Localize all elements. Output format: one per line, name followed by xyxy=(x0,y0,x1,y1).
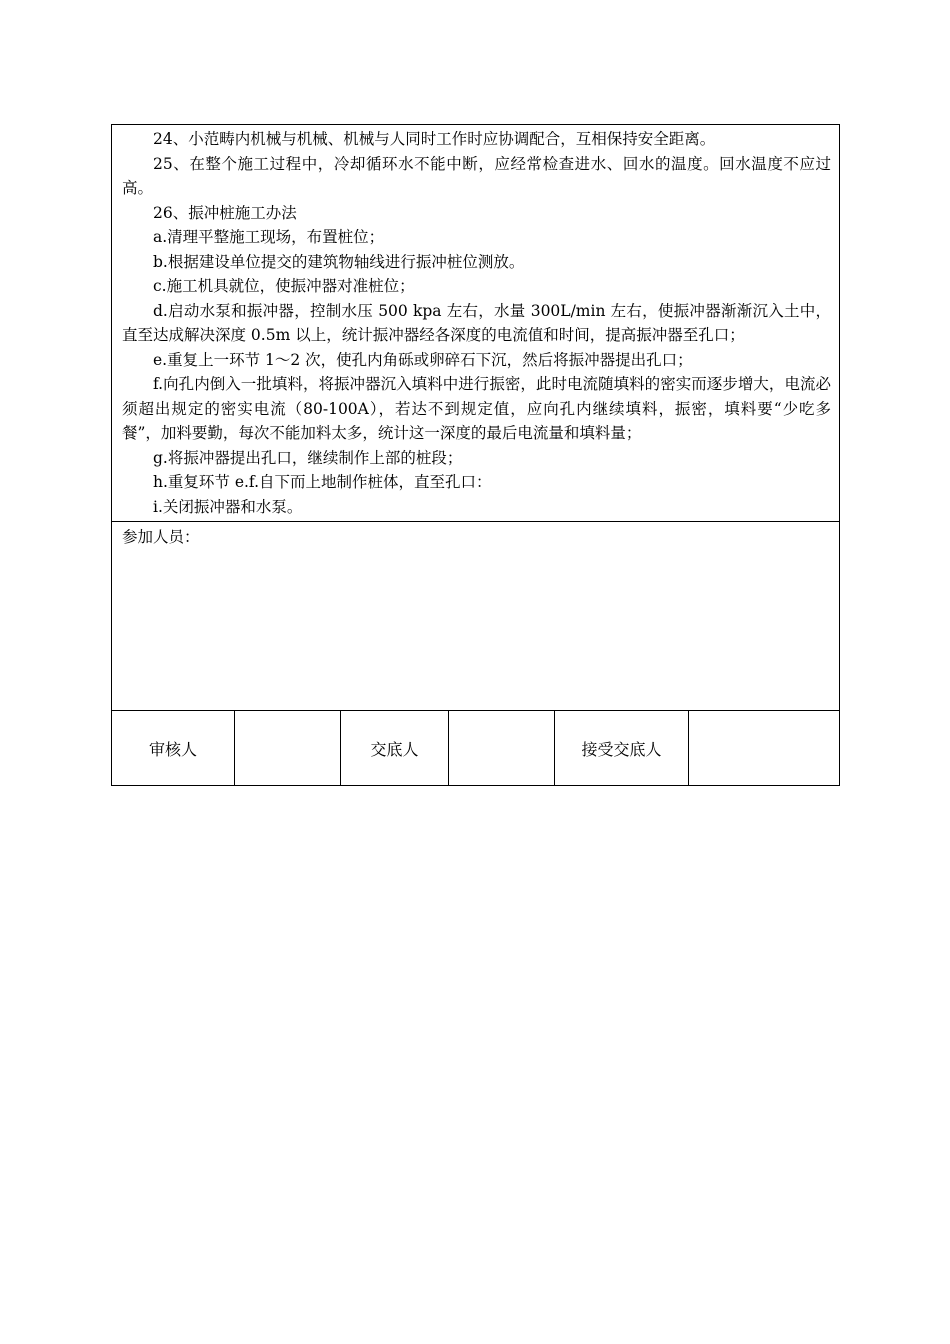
step-i: i.关闭振冲器和水泵。 xyxy=(153,497,303,516)
content-row xyxy=(112,125,840,522)
reviewer-label: 审核人 xyxy=(112,711,235,786)
step-e: e.重复上一环节 1～2 次，使孔内角砾或卵碎石下沉，然后将振冲器提出孔口； xyxy=(153,350,693,369)
paragraph-26: 26、振冲桩施工办法 xyxy=(153,203,297,222)
step-d: d.启动水泵和振冲器，控制水压 500 kpa 左右，水量 300L/min 左右，使振冲器渐渐沉入土中，直至达成解决深度 0.5m 以上，统计振冲器经各深度的电流值和时间，提高振冲器至孔口； xyxy=(122,301,832,344)
paragraph-24: 24、小范畴内机械与机械、机械与人同时工作时应协调配合，互相保持安全距离。 xyxy=(153,130,716,148)
step-g: g.将振冲器提出孔口，继续制作上部的桩段； xyxy=(153,448,463,467)
content-cell xyxy=(112,125,840,522)
participants-label: 参加人员： xyxy=(122,528,200,546)
participants-row xyxy=(112,522,840,711)
disclosure-table xyxy=(111,124,840,786)
step-c: c.施工机具就位，使振冲器对准桩位； xyxy=(153,277,415,295)
step-h: h.重复环节 e.f.自下而上地制作桩体，直至孔口： xyxy=(153,473,492,491)
discloser-field[interactable] xyxy=(449,711,555,786)
participants-cell xyxy=(112,522,840,711)
receiver-label: 接受交底人 xyxy=(555,711,689,786)
step-a: a.清理平整施工现场，布置桩位； xyxy=(153,228,385,246)
reviewer-field[interactable] xyxy=(235,711,341,786)
discloser-label: 交底人 xyxy=(341,711,449,786)
signature-row xyxy=(112,711,840,786)
paragraph-25: 25、在整个施工过程中，冷却循环水不能中断，应经常检查进水、回水的温度。回水温度不应过高。 xyxy=(122,154,832,197)
step-f: f.向孔内倒入一批填料，将振冲器沉入填料中进行振密，此时电流随填料的密实而逐步增大，电流必须超出规定的密实电流（80-100A），若达不到规定值，应向孔内继续填料，振密，填料要“少吃多餐”，加料要勤，每次不能加料太多，统计这一深度的最后电流量和填料量； xyxy=(122,375,832,442)
receiver-field[interactable] xyxy=(689,711,840,786)
step-b: b.根据建设单位提交的建筑物轴线进行振冲桩位测放。 xyxy=(153,252,525,271)
